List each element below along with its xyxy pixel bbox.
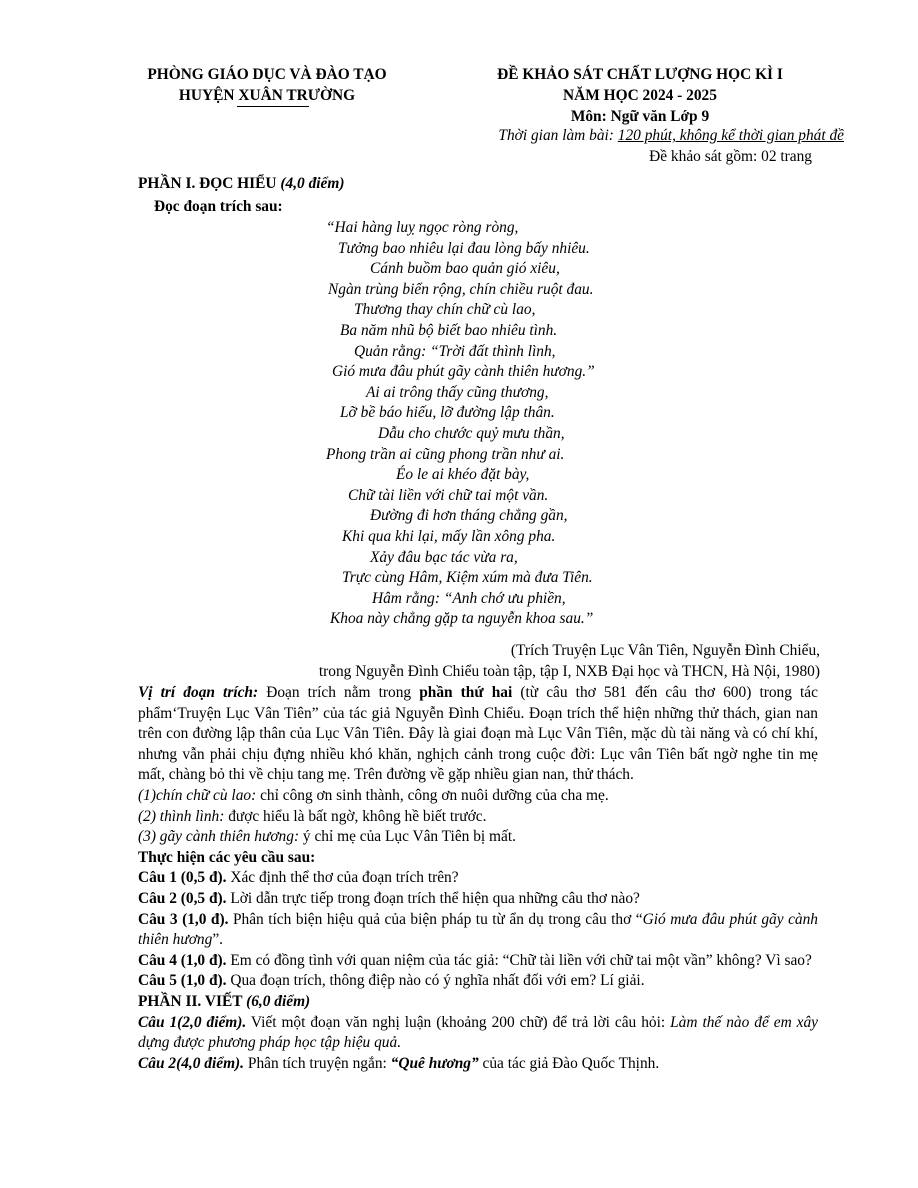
question-label: Câu 2 (0,5 đ). [138, 889, 227, 907]
subject: Môn: Ngữ văn Lớp 9 [570, 108, 710, 125]
question-quote: Gió mưa đâu phút gãy cành thiên hương [138, 910, 818, 949]
source-citation-1: (Trích Truyện Lục Vân Tiên, Nguyễn Đình Chiểu, [510, 642, 820, 659]
poem-line: Khoa này chẳng gặp ta nguyễn khoa sau.” [330, 610, 594, 628]
context-text-a: Đoạn trích nằm trong [258, 684, 420, 701]
part1-points: (4,0 điểm) [280, 175, 345, 192]
poem [300, 218, 680, 630]
question-label: Câu 3 (1,0 đ). [138, 910, 229, 928]
read-instruction: Đọc đoạn trích sau: [154, 198, 283, 215]
poem-line: Phong trần ai cũng phong trần như ai. [326, 445, 565, 463]
question-text-end: ”. [212, 931, 224, 949]
question-text: Phân tích truyện ngắn: [244, 1054, 391, 1072]
question-1 [138, 868, 818, 889]
office-line-2: HUYỆN XUÂN TRƯỜNG [178, 87, 356, 104]
question-4 [138, 951, 818, 972]
footnote-3 [138, 827, 818, 848]
part2-heading [138, 992, 818, 1013]
context-bold: phần thứ hai [419, 684, 513, 701]
poem-line: Gió mưa đâu phút gãy cành thiên hương.” [332, 363, 595, 381]
part2-title: PHẦN II. VIẾT [138, 992, 247, 1010]
story-title: “Quê hương” [390, 1054, 479, 1072]
time-value: 120 phút, không kể thời gian phát đề [617, 127, 844, 144]
context-text-b: (từ câu thơ 581 đến câu thơ 600) trong tác phẩm‘Truyện Lục Vân Tiên” của tác giả Nguyễn Đình Chiểu. Đoạn trích thể hiện những thử thách, gian nan trên con đường lập thân của Lục Vân Tiên. Đây là giai đoạn mà Lục Vân Tiên, mặc dù tài năng và có chí khí, nhưng vẫn phải chịu đựng nhiều khó khăn, nghịch cảnh trong cuộc đời: Lục vân Tiên bất ngờ nghe tin mẹ mất, chàng bỏ thi về chịu tang mẹ. Trên đường về gặp nhiều gian nan, thử thách. [138, 684, 818, 784]
question-text: Qua đoạn trích, thông điệp nào có ý nghĩa nhất đối với em? Lí giải. [226, 972, 645, 990]
tasks-heading: Thực hiện các yêu cầu sau: [138, 848, 316, 866]
writing-question-1 [138, 1013, 818, 1054]
time-prefix: Thời gian làm bài: [498, 127, 618, 144]
footnote-2 [138, 807, 818, 828]
poem-line: Éo le ai khéo đặt bày, [396, 466, 530, 484]
question-label: Câu 1 (0,5 đ). [138, 869, 227, 887]
page-count: Đề khảo sát gồm: 02 trang [649, 148, 812, 165]
part1-heading [138, 174, 345, 194]
question-text: Xác định thể thơ của đoạn trích trên? [226, 869, 459, 887]
question-3 [138, 910, 818, 951]
footnote-def: chỉ công ơn sinh thành, công ơn nuôi dưỡng của cha mẹ. [256, 786, 609, 804]
poem-line: “Hai hàng luỵ ngọc ròng ròng, [326, 219, 519, 236]
footnote-term: (1)chín chữ cù lao: [138, 786, 257, 804]
question-text: Phân tích biện hiệu quả của biện pháp tu từ ẩn dụ trong câu thơ “ [228, 910, 643, 928]
poem-line: Thương thay chín chữ cù lao, [354, 301, 536, 319]
question-label: Câu 2(4,0 điểm). [138, 1054, 245, 1072]
poem-line: Chữ tài liền với chữ tai một vần. [348, 486, 549, 504]
footnote-term: (2) thình lình: [138, 807, 225, 825]
time-allowed [420, 126, 844, 146]
footnote-term: (3) gãy cành thiên hương: [138, 828, 300, 846]
exam-title-block [430, 64, 850, 127]
exam-title: ĐỀ KHẢO SÁT CHẤT LƯỢNG HỌC KÌ I [497, 66, 783, 83]
context-paragraph [138, 683, 818, 786]
issuing-office [112, 64, 422, 106]
footnote-def: được hiểu là bất ngờ, không hề biết trước. [224, 807, 487, 825]
office-underline [112, 106, 422, 107]
context-label: Vị trí đoạn trích: [138, 684, 259, 701]
question-text-end: của tác giả Đào Quốc Thịnh. [478, 1054, 660, 1072]
footnote-def: ý chỉ mẹ của Lục Vân Tiên bị mất. [299, 828, 516, 846]
poem-line: Lỡ bề báo hiếu, lỡ đường lập thân. [340, 404, 555, 422]
poem-line: Đường đi hơn tháng chẳng gần, [370, 507, 568, 525]
question-topic: Làm thế nào để em xây dựng được phương pháp học tập hiệu quả. [138, 1013, 819, 1052]
poem-line: Hâm rằng: “Anh chớ ưu phiền, [372, 589, 566, 607]
poem-line: Quản rằng: “Trời đất thình lình, [354, 342, 556, 360]
poem-line: Ngàn trùng biển rộng, chín chiều ruột đau. [328, 280, 594, 298]
source-citation-2: trong Nguyễn Đình Chiểu toàn tập, tập I, NXB Đại học và THCN, Hà Nội, 1980) [318, 663, 820, 680]
question-text: Lời dẫn trực tiếp trong đoạn trích thể hiện qua những câu thơ nào? [226, 889, 640, 907]
poem-line: Ai ai trông thấy cũng thương, [366, 383, 549, 401]
part2-points: (6,0 điểm) [246, 992, 311, 1010]
question-5 [138, 971, 818, 992]
writing-question-2 [138, 1054, 818, 1075]
poem-line: Ba năm nhũ bộ biết bao nhiêu tình. [340, 321, 558, 339]
poem-line: Trực cùng Hâm, Kiệm xúm mà đưa Tiên. [342, 569, 593, 587]
school-year: NĂM HỌC 2024 - 2025 [563, 87, 717, 104]
poem-line: Khi qua khi lại, mấy lần xông pha. [342, 527, 556, 545]
poem-line: Cánh buồm bao quản gió xiêu, [370, 260, 560, 278]
question-2 [138, 889, 818, 910]
question-label: Câu 5 (1,0 đ). [138, 972, 227, 990]
question-label: Câu 1(2,0 điểm). [138, 1013, 247, 1031]
footnote-1 [138, 786, 818, 807]
exam-body [138, 683, 818, 1074]
part1-title: PHẦN I. ĐỌC HIỂU [138, 175, 281, 192]
question-label: Câu 4 (1,0 đ). [138, 951, 227, 969]
poem-line: Dẫu cho chước quỷ mưu thần, [378, 424, 565, 442]
poem-line: Xảy đâu bạc tác vừa ra, [370, 548, 518, 566]
question-text: Em có đồng tình với quan niệm của tác giả: “Chữ tài liền với chữ tai một vần” không? Vì sao? [226, 951, 812, 969]
poem-line: Tưởng bao nhiêu lại đau lòng bấy nhiêu. [338, 239, 590, 257]
question-text: Viết một đoạn văn nghị luận (khoảng 200 chữ) để trả lời câu hỏi: [246, 1013, 671, 1031]
office-line-1: PHÒNG GIÁO DỤC VÀ ĐÀO TẠO [147, 66, 387, 83]
